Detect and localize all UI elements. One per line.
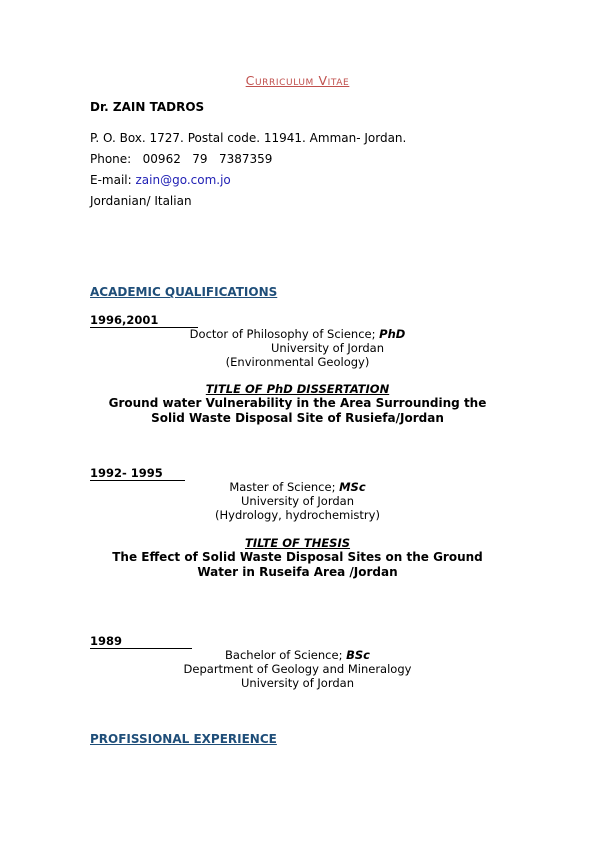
- msc-university: University of Jordan: [241, 494, 354, 508]
- bsc-degree-abbr: BSc: [346, 648, 370, 662]
- msc-thesis-heading: TILTE OF THESIS: [244, 536, 351, 550]
- nationality: Jordanian/ Italian: [90, 194, 192, 208]
- email-label: E-mail:: [90, 173, 136, 187]
- phone: Phone: 00962 79 7387359: [90, 152, 273, 166]
- person-name: Dr. ZAIN TADROS: [90, 100, 205, 114]
- professional-experience-heading: PROFISSIONAL EXPERIENCE: [90, 732, 277, 746]
- academic-qualifications-heading: ACADEMIC QUALIFICATIONS: [90, 285, 278, 299]
- msc-degree-text: Master of Science;: [229, 480, 340, 494]
- phd-university: University of Jordan: [271, 341, 384, 355]
- phd-years: 1996,2001: [90, 313, 198, 328]
- msc-field: (Hydrology, hydrochemistry): [215, 508, 380, 522]
- phd-field: (Environmental Geology): [225, 355, 370, 369]
- email-line: [90, 173, 231, 187]
- phd-thesis-line1: Ground water Vulnerability in the Area Surrounding the: [108, 396, 487, 410]
- phd-thesis-line2: Solid Waste Disposal Site of Rusiefa/Jordan: [151, 411, 444, 425]
- phd-thesis-heading: TITLE OF PhD DISSERTATION: [205, 382, 390, 396]
- msc-years: 1992- 1995: [90, 466, 185, 481]
- msc-thesis-line2: Water in Ruseifa Area /Jordan: [197, 565, 398, 579]
- phd-degree-text: Doctor of Philosophy of Science;: [189, 327, 380, 341]
- bsc-degree-text: Bachelor of Science;: [225, 648, 347, 662]
- bsc-department: Department of Geology and Mineralogy: [183, 662, 412, 676]
- bsc-university: University of Jordan: [241, 676, 354, 690]
- msc-thesis-line1: The Effect of Solid Waste Disposal Sites on the Ground: [112, 550, 483, 564]
- bsc-degree: [0, 648, 595, 663]
- bsc-year: 1989: [90, 634, 192, 649]
- msc-degree-abbr: MSc: [339, 480, 366, 494]
- email-link[interactable]: zain@go.com.jo: [135, 173, 231, 187]
- address: P. O. Box. 1727. Postal code. 11941. Amman- Jordan.: [90, 131, 407, 145]
- phd-degree: [0, 327, 595, 342]
- msc-degree: [0, 480, 595, 495]
- document-title: Curriculum Vitae: [245, 73, 350, 88]
- phd-degree-abbr: PhD: [379, 327, 406, 341]
